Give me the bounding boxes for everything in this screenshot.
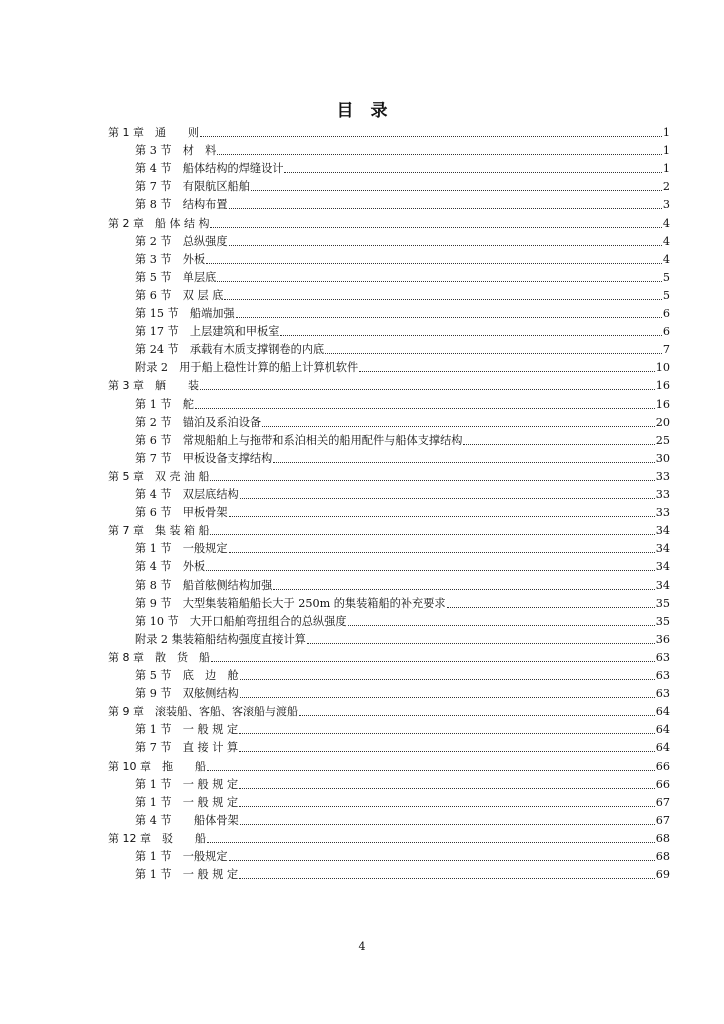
toc-entry-label: 第 3 节 外板 xyxy=(135,252,206,266)
toc-entry-label: 第 1 章 通 则 xyxy=(108,126,199,139)
dot-leader xyxy=(239,806,655,807)
toc-entry-page: 66 xyxy=(655,777,670,791)
toc-entry-page: 36 xyxy=(655,632,670,646)
dot-leader xyxy=(206,570,655,571)
dot-leader xyxy=(206,263,662,264)
toc-chapter-entry[interactable] xyxy=(0,377,670,393)
toc-section-entry[interactable] xyxy=(0,233,670,249)
toc-entry-page: 1 xyxy=(662,144,670,158)
toc-entry-page: 5 xyxy=(662,270,670,284)
toc-entry-label: 第 7 节 甲板设备支撑结构 xyxy=(135,451,273,465)
toc-entry-label: 第 2 节 锚泊及系泊设备 xyxy=(135,415,262,429)
dot-leader xyxy=(210,534,654,535)
toc-section-entry[interactable] xyxy=(0,251,670,267)
toc-entry-page: 10 xyxy=(655,361,670,375)
toc-entry-page: 34 xyxy=(655,578,670,592)
page-title: 目 录 xyxy=(336,101,388,121)
toc-entry-label: 第 2 节 总纵强度 xyxy=(135,234,228,248)
dot-leader xyxy=(207,770,655,771)
toc-section-entry[interactable] xyxy=(0,577,670,593)
toc-entry-page: 35 xyxy=(655,614,670,628)
toc-entry-page: 5 xyxy=(662,288,670,302)
dot-leader xyxy=(236,317,662,318)
dot-leader xyxy=(240,824,655,825)
toc-entry-page: 35 xyxy=(655,596,670,610)
toc-section-entry[interactable] xyxy=(0,812,670,828)
toc-entry-page: 34 xyxy=(655,560,670,574)
toc-chapter-entry[interactable] xyxy=(0,830,670,846)
toc-entry-label: 第 5 章 双 壳 油 船 xyxy=(108,469,210,483)
toc-section-entry[interactable] xyxy=(0,613,670,629)
toc-entry-label: 第 10 章 拖 船 xyxy=(108,759,206,773)
toc-entry-page: 4 xyxy=(662,234,670,248)
toc-section-entry[interactable] xyxy=(0,685,670,701)
dot-leader xyxy=(224,299,661,300)
toc-entry-page: 16 xyxy=(655,379,670,393)
toc-entry-page: 6 xyxy=(662,325,670,339)
toc-section-entry[interactable] xyxy=(0,305,670,321)
toc-entry-label: 第 5 节 底 边 舱 xyxy=(135,669,239,682)
toc-entry-label: 第 12 章 驳 船 xyxy=(108,831,206,845)
toc-section-entry[interactable] xyxy=(0,287,670,303)
toc-chapter-entry[interactable] xyxy=(0,703,670,719)
toc-entry-page: 33 xyxy=(655,469,670,483)
dot-leader xyxy=(229,860,655,861)
dot-leader xyxy=(211,661,655,662)
dot-leader xyxy=(210,227,661,228)
toc-section-entry[interactable] xyxy=(0,178,670,194)
toc-entry-page: 34 xyxy=(655,542,670,556)
toc-entry-label: 第 3 节 材 料 xyxy=(135,144,217,158)
toc-entry-label: 附录 2 用于船上稳性计算的船上计算机软件 xyxy=(135,361,359,375)
dot-leader xyxy=(280,335,661,336)
toc-section-entry[interactable] xyxy=(0,450,670,466)
toc-section-entry[interactable] xyxy=(0,396,670,412)
dot-leader xyxy=(229,208,662,209)
toc-entry-label: 第 8 节 船首舷侧结构加强 xyxy=(135,578,273,592)
toc-entry-label: 第 10 节 大开口船舶弯扭组合的总纵强度 xyxy=(135,614,347,628)
dot-leader xyxy=(217,281,662,282)
dot-leader xyxy=(262,426,655,427)
toc-entry-page: 63 xyxy=(655,669,670,682)
dot-leader xyxy=(239,878,655,879)
toc-entry-label: 第 1 节 一 般 规 定 xyxy=(135,795,239,809)
toc-entry-label: 第 1 节 一般规定 xyxy=(135,850,228,863)
toc-entry-label: 第 7 节 直 接 计 算 xyxy=(135,741,239,755)
toc-entry-label: 第 9 章 滚装船、客船、客滚船与渡船 xyxy=(108,705,298,719)
toc-entry-page: 25 xyxy=(655,433,670,447)
toc-section-entry[interactable] xyxy=(0,776,670,792)
toc-entry-label: 第 1 节 一 般 规 定 xyxy=(135,777,239,791)
toc-entry-page: 1 xyxy=(662,126,670,139)
toc-entry-label: 第 24 节 承载有木质支撑钢卷的内底 xyxy=(135,343,325,357)
toc-entry-page: 4 xyxy=(662,216,670,230)
dot-leader xyxy=(229,516,655,517)
dot-leader xyxy=(200,136,662,137)
toc-entry-page: 3 xyxy=(662,198,670,212)
toc-entry-page: 20 xyxy=(655,415,670,429)
dot-leader xyxy=(217,154,662,155)
dot-leader xyxy=(210,480,654,481)
dot-leader xyxy=(447,607,655,608)
toc-entry-label: 第 6 节 双 层 底 xyxy=(135,288,224,302)
toc-section-entry[interactable] xyxy=(0,414,670,430)
toc-section-entry[interactable] xyxy=(0,667,670,683)
toc-entry-label: 第 1 节 舵 xyxy=(135,397,194,411)
dot-leader xyxy=(240,697,655,698)
toc-section-entry[interactable] xyxy=(0,739,670,755)
page-number: 4 xyxy=(358,940,366,953)
toc-entry-page: 7 xyxy=(662,343,670,357)
toc-chapter-entry[interactable] xyxy=(0,522,670,538)
toc-entry-label: 第 4 节 船体骨架 xyxy=(135,813,239,827)
toc-section-entry[interactable] xyxy=(0,486,670,502)
toc-section-entry[interactable] xyxy=(0,866,670,882)
toc-entry-label: 附录 2 集装箱船结构强度直接计算 xyxy=(135,632,306,646)
dot-leader xyxy=(195,408,655,409)
toc-entry-label: 第 4 节 船体结构的焊缝设计 xyxy=(135,162,284,176)
toc-chapter-entry[interactable] xyxy=(0,215,670,231)
toc-chapter-entry[interactable] xyxy=(0,649,670,665)
dot-leader xyxy=(325,353,662,354)
toc-entry-label: 第 3 章 舾 装 xyxy=(108,379,199,393)
toc-section-entry[interactable] xyxy=(0,323,670,339)
toc-entry-page: 30 xyxy=(655,451,670,465)
toc-entry-page: 34 xyxy=(655,524,670,538)
toc-entry-page: 68 xyxy=(655,850,670,863)
toc-entry-label: 第 9 节 双舷侧结构 xyxy=(135,687,239,701)
toc-entry-label: 第 4 节 外板 xyxy=(135,560,206,574)
dot-leader xyxy=(299,715,655,716)
toc-entry-label: 第 5 节 单层底 xyxy=(135,270,217,284)
dot-leader xyxy=(348,625,655,626)
toc-entry-label: 第 1 节 一般规定 xyxy=(135,542,228,556)
toc-section-entry[interactable] xyxy=(0,794,670,810)
toc-section-entry[interactable] xyxy=(0,631,670,647)
toc-entry-page: 67 xyxy=(655,813,670,827)
toc-section-entry[interactable] xyxy=(0,848,670,864)
toc-section-entry[interactable] xyxy=(0,595,670,611)
toc-entry-label: 第 9 节 大型集装箱船船长大于 250m 的集装箱船的补充要求 xyxy=(135,596,446,610)
toc-chapter-entry[interactable] xyxy=(0,468,670,484)
toc-entry-page: 1 xyxy=(662,162,670,176)
toc-section-entry[interactable] xyxy=(0,196,670,212)
toc-entry-label: 第 8 章 散 货 船 xyxy=(108,650,210,664)
toc-entry-page: 64 xyxy=(655,741,670,755)
toc-entry-page: 16 xyxy=(655,397,670,411)
toc-entry-label: 第 2 章 船 体 结 构 xyxy=(108,216,210,230)
dot-leader xyxy=(229,245,662,246)
toc-section-entry[interactable] xyxy=(0,558,670,574)
toc-entry-page: 64 xyxy=(655,723,670,737)
dot-leader xyxy=(359,371,655,372)
toc-section-entry[interactable] xyxy=(0,540,670,556)
dot-leader xyxy=(251,190,662,191)
toc-entry-page: 69 xyxy=(655,868,670,882)
dot-leader xyxy=(273,462,654,463)
toc-entry-label: 第 7 节 有限航区船舶 xyxy=(135,180,250,194)
toc-entry-label: 第 17 节 上层建筑和甲板室 xyxy=(135,325,280,339)
toc-section-entry[interactable] xyxy=(0,359,670,375)
toc-section-entry[interactable] xyxy=(0,721,670,737)
dot-leader xyxy=(273,589,654,590)
toc-entry-page: 64 xyxy=(655,705,670,719)
toc-section-entry[interactable] xyxy=(0,432,670,448)
toc-entry-page: 33 xyxy=(655,488,670,501)
toc-entry-page: 66 xyxy=(655,759,670,773)
toc-chapter-entry[interactable] xyxy=(0,124,670,140)
toc-entry-label: 第 6 节 甲板骨架 xyxy=(135,506,228,520)
toc-entry-label: 第 8 节 结构布置 xyxy=(135,198,228,212)
toc-section-entry[interactable] xyxy=(0,142,670,158)
toc-entry-page: 4 xyxy=(662,252,670,266)
dot-leader xyxy=(240,498,655,499)
toc-entry-label: 第 1 节 一 般 规 定 xyxy=(135,868,239,882)
toc-entry-page: 6 xyxy=(662,307,670,320)
dot-leader xyxy=(239,788,655,789)
toc-section-entry[interactable] xyxy=(0,341,670,357)
toc-entry-label: 第 4 节 双层底结构 xyxy=(135,488,239,501)
dot-leader xyxy=(229,552,655,553)
toc-entry-page: 63 xyxy=(655,650,670,664)
toc-entry-page: 2 xyxy=(662,180,670,194)
toc-entry-label: 第 15 节 船端加强 xyxy=(135,307,235,320)
toc-entry-page: 67 xyxy=(655,795,670,809)
dot-leader xyxy=(284,172,661,173)
toc-section-entry[interactable] xyxy=(0,160,670,176)
toc-entry-page: 63 xyxy=(655,687,670,701)
dot-leader xyxy=(240,679,655,680)
toc-section-entry[interactable] xyxy=(0,269,670,285)
toc-entry-page: 33 xyxy=(655,506,670,520)
toc-entry-label: 第 6 节 常规船舶上与拖带和系泊相关的船用配件与船体支撑结构 xyxy=(135,433,463,447)
toc-entry-label: 第 1 节 一 般 规 定 xyxy=(135,723,239,737)
toc-entry-label: 第 7 章 集 装 箱 船 xyxy=(108,524,210,538)
dot-leader xyxy=(207,842,655,843)
toc-section-entry[interactable] xyxy=(0,504,670,520)
toc-chapter-entry[interactable] xyxy=(0,758,670,774)
toc-entry-page: 68 xyxy=(655,831,670,845)
dot-leader xyxy=(307,643,655,644)
dot-leader xyxy=(239,751,655,752)
dot-leader xyxy=(463,444,654,445)
dot-leader xyxy=(200,389,655,390)
dot-leader xyxy=(239,733,655,734)
